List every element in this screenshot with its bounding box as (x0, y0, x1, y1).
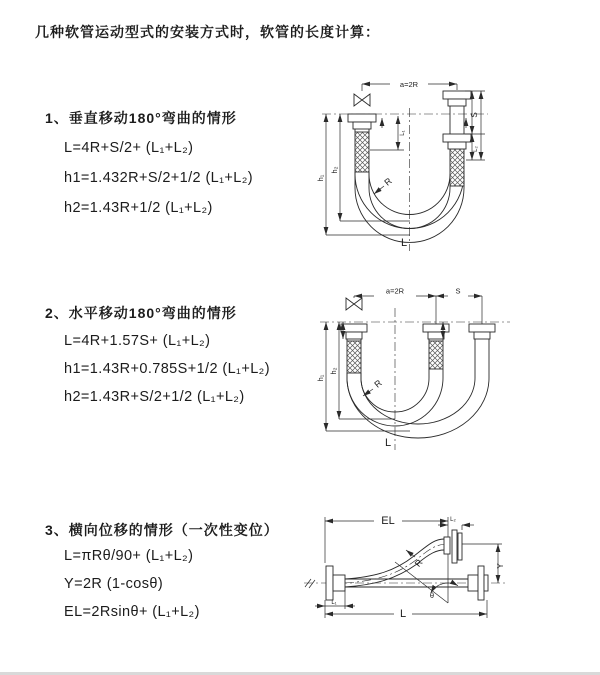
section-2-heading: 2、水平移动180°弯曲的情形 (45, 305, 237, 321)
braid-section-left (347, 341, 361, 373)
dim-label-height-inner: h₂ (330, 166, 339, 174)
braid-section-middle (429, 341, 443, 369)
dim-label-height-inner: h₂ (329, 367, 338, 375)
label-hose-length: L (384, 437, 392, 449)
dim-label-el: EL (381, 515, 395, 527)
flange-moving-end-upper (443, 91, 471, 106)
radius-construction-lines (395, 517, 458, 603)
dim-label-l1: L₁ (331, 600, 337, 606)
dim-label-fitting-left: L₁ (400, 130, 406, 136)
section-2-formula-length: L=4R+1.57S+ (L₁+L₂) (64, 333, 211, 349)
dim-label-l: L (399, 608, 407, 620)
dim-label-span: a=2R (385, 286, 405, 296)
dim-label-span: a=2R (399, 80, 419, 89)
dimension-lines (315, 517, 502, 618)
flange-fixed-end (348, 114, 376, 129)
section-1-formula-length: L=4R+S/2+ (L₁+L₂) (64, 140, 194, 156)
page-title: 几种软管运动型式的安装方式时，软管的长度计算： (35, 24, 380, 40)
dim-label-height-outer: h₁ (316, 174, 325, 182)
valve-icon (354, 94, 370, 106)
label-displacement-angle: θ (429, 591, 435, 600)
section-3-formula-y: Y=2R (1-cosθ) (64, 576, 164, 592)
centerline-break-mark (305, 579, 315, 588)
section-1-formula-h2: h2=1.43R+1/2 (L₁+L₂) (64, 200, 213, 216)
hose-curves (347, 339, 489, 438)
dim-label-l2: L₂ (450, 517, 456, 523)
label-hose-length: L (400, 237, 408, 249)
section-3-formula-length: L=πRθ/90+ (L₁+L₂) (64, 548, 194, 564)
label-bend-radius: R (372, 377, 384, 390)
braid-section-left (355, 132, 369, 172)
diagram-vertical-180-bend (310, 70, 590, 260)
section-3-formula-el: EL=2Rsinθ+ (L₁+L₂) (64, 604, 200, 620)
flange-moving-end-position2 (469, 324, 495, 339)
section-1-heading: 1、垂直移动180°弯曲的情形 (45, 110, 237, 126)
valve-icon (346, 298, 362, 310)
flange-left (326, 566, 345, 600)
label-bend-radius: R (382, 175, 394, 188)
section-2-formula-h1: h1=1.43R+0.785S+1/2 (L₁+L₂) (64, 361, 270, 377)
dim-label-stroke: S (455, 286, 461, 296)
diagram-lateral-displacement (300, 505, 600, 645)
section-1-formula-h1: h1=1.432R+S/2+1/2 (L₁+L₂) (64, 170, 254, 186)
flange-moving-end-position1 (423, 324, 449, 339)
hose-displaced-position (345, 539, 444, 587)
dim-label-fitting-right: L₂ (473, 146, 479, 152)
flange-right (468, 566, 488, 600)
flange-moving-end-lower (443, 134, 471, 149)
dim-label-stroke: S (470, 112, 479, 118)
braid-section-right (450, 149, 464, 186)
diagram-horizontal-180-bend (310, 278, 600, 456)
flange-fixed-end (341, 324, 367, 339)
section-3-heading: 3、横向位移的情形（一次性变位） (45, 522, 279, 538)
dim-label-y: Y (496, 563, 505, 569)
dim-label-height-outer: h₁ (316, 374, 325, 382)
flange-displaced-end (444, 530, 462, 563)
section-2-formula-h2: h2=1.43R+S/2+1/2 (L₁+L₂) (64, 389, 245, 405)
label-bend-radius: R (412, 557, 425, 569)
